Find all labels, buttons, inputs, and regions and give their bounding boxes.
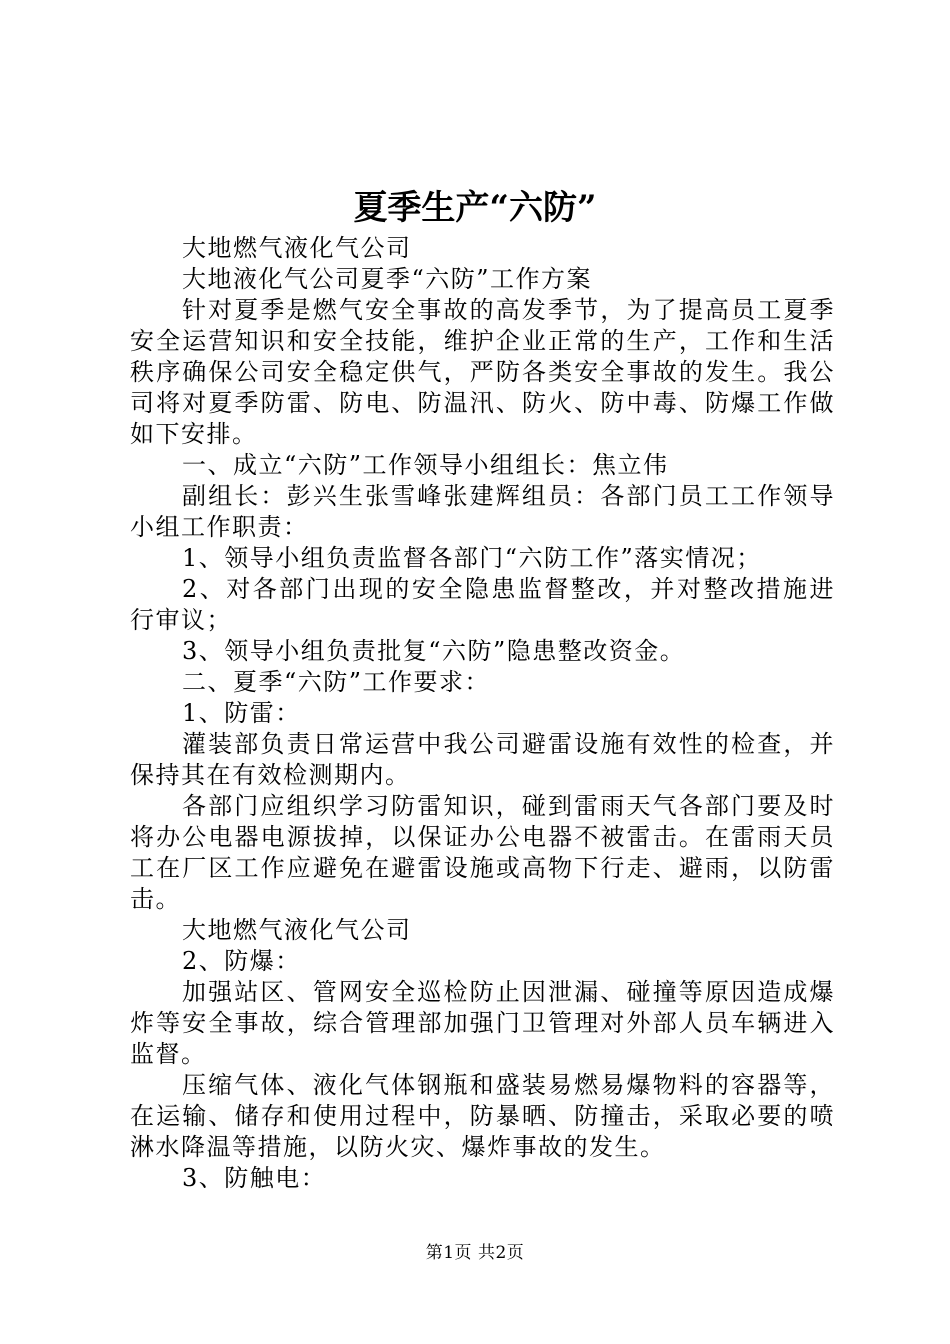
paragraph: 大地液化气公司夏季“六防”工作方案 [182, 265, 593, 293]
paragraph: 3、防触电： [182, 1164, 327, 1192]
paragraph: 压缩气体、液化气体钢瓶和盛装易燃易爆物料的容器等，在运输、储存和使用过程中，防暴晒、防撞击，采取必要的喷淋水降温等措施，以防火灾、爆炸事故的发生。 [130, 1071, 835, 1161]
paragraph: 灌装部负责日常运营中我公司避雷设施有效性的检查，并保持其在有效检测期内。 [130, 730, 835, 789]
paragraph: 1、防雷： [182, 699, 301, 727]
document-body [130, 233, 835, 1194]
paragraph: 3、领导小组负责批复“六防”隐患整改资金。 [182, 637, 686, 665]
page-title: 夏季生产“六防” [353, 188, 597, 228]
paragraph: 加强站区、管网安全巡检防止因泄漏、碰撞等原因造成爆炸等安全事故，综合管理部加强门卫管理对外部人员车辆进入监督。 [130, 978, 835, 1068]
paragraph: 大地燃气液化气公司 [182, 234, 412, 262]
page-footer: 第1页 共2页 [425, 1243, 525, 1263]
paragraph: 一、成立“六防”工作领导小组组长：焦立伟 [182, 451, 669, 479]
paragraph: 2、防爆： [182, 947, 301, 975]
paragraph: 1、领导小组负责监督各部门“六防工作”落实情况； [182, 544, 762, 572]
paragraph: 副组长：彭兴生张雪峰张建辉组员：各部门员工工作领导小组工作职责： [130, 482, 835, 541]
paragraph: 2、对各部门出现的安全隐患监督整改，并对整改措施进行审议； [130, 575, 835, 634]
paragraph: 二、夏季“六防”工作要求： [182, 668, 491, 696]
paragraph: 各部门应组织学习防雷知识，碰到雷雨天气各部门要及时将办公电器电源拔掉，以保证办公电器不被雷击。在雷雨天员工在厂区工作应避免在避雷设施或高物下行走、避雨，以防雷击。 [130, 792, 835, 913]
paragraph: 大地燃气液化气公司 [182, 916, 412, 944]
paragraph: 针对夏季是燃气安全事故的高发季节，为了提高员工夏季安全运营知识和安全技能，维护企业正常的生产，工作和生活秩序确保公司安全稳定供气，严防各类安全事故的发生。我公司将对夏季防雷、防电、防温汛、防火、防中毒、防爆工作做如下安排。 [130, 296, 835, 448]
